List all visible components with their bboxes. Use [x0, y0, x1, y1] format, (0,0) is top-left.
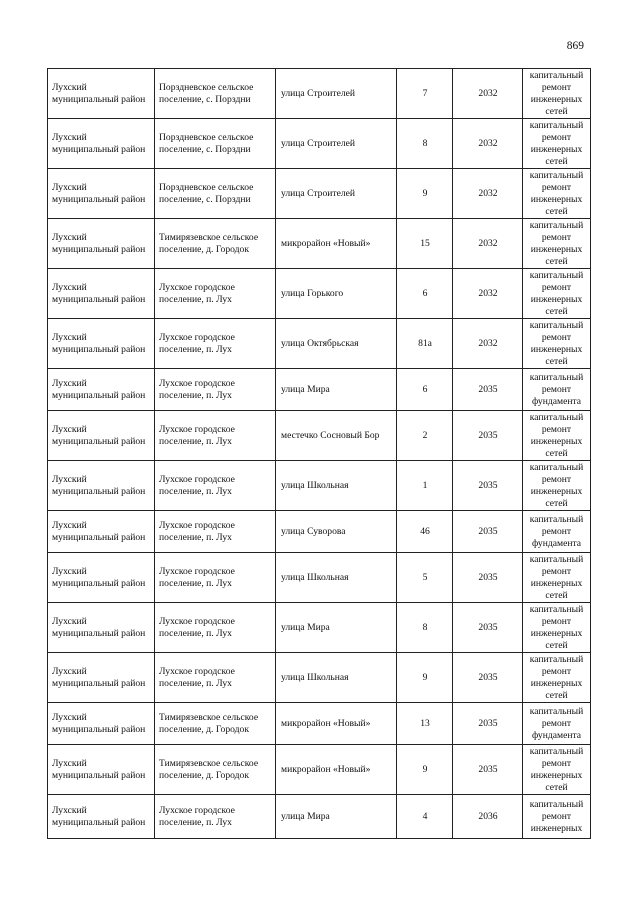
house-number-cell: 6	[397, 269, 453, 319]
street-cell: улица Школьная	[276, 653, 397, 703]
table-row	[48, 219, 591, 269]
house-number-cell: 9	[397, 653, 453, 703]
settlement-cell: Тимирязевское сельское поселение, д. Городок	[155, 219, 276, 269]
repair-year-cell: 2035	[453, 653, 523, 703]
work-type-cell: капитальный ремонт фундамента	[523, 703, 591, 745]
house-number-cell: 9	[397, 169, 453, 219]
table-row	[48, 119, 591, 169]
street-cell: улица Мира	[276, 603, 397, 653]
district-cell: Лухский муниципальный район	[48, 553, 155, 603]
house-number-cell: 5	[397, 553, 453, 603]
settlement-cell: Лухское городское поселение, п. Лух	[155, 553, 276, 603]
house-number-cell: 81а	[397, 319, 453, 369]
settlement-cell: Лухское городское поселение, п. Лух	[155, 795, 276, 839]
street-cell: улица Строителей	[276, 69, 397, 119]
house-number-cell: 46	[397, 511, 453, 553]
work-type-cell: капитальный ремонт инженерных сетей	[523, 269, 591, 319]
housing-repair-table	[47, 68, 591, 839]
settlement-cell: Порздневское сельское поселение, с. Порздни	[155, 169, 276, 219]
settlement-cell: Лухское городское поселение, п. Лух	[155, 653, 276, 703]
repair-year-cell: 2035	[453, 511, 523, 553]
table-row	[48, 553, 591, 603]
table-row	[48, 653, 591, 703]
district-cell: Лухский муниципальный район	[48, 369, 155, 411]
table-row	[48, 603, 591, 653]
street-cell: улица Горького	[276, 269, 397, 319]
district-cell: Лухский муниципальный район	[48, 319, 155, 369]
work-type-cell: капитальный ремонт инженерных сетей	[523, 653, 591, 703]
street-cell: улица Октябрьская	[276, 319, 397, 369]
work-type-cell: капитальный ремонт инженерных сетей	[523, 219, 591, 269]
work-type-cell: капитальный ремонт инженерных сетей	[523, 169, 591, 219]
table-row	[48, 411, 591, 461]
repair-year-cell: 2035	[453, 553, 523, 603]
repair-year-cell: 2032	[453, 169, 523, 219]
repair-year-cell: 2035	[453, 603, 523, 653]
district-cell: Лухский муниципальный район	[48, 745, 155, 795]
house-number-cell: 7	[397, 69, 453, 119]
street-cell: местечко Сосновый Бор	[276, 411, 397, 461]
work-type-cell: капитальный ремонт инженерных сетей	[523, 69, 591, 119]
street-cell: улица Суворова	[276, 511, 397, 553]
repair-year-cell: 2036	[453, 795, 523, 839]
repair-year-cell: 2035	[453, 703, 523, 745]
settlement-cell: Тимирязевское сельское поселение, д. Городок	[155, 703, 276, 745]
street-cell: улица Школьная	[276, 461, 397, 511]
table-row	[48, 461, 591, 511]
settlement-cell: Тимирязевское сельское поселение, д. Городок	[155, 745, 276, 795]
house-number-cell: 15	[397, 219, 453, 269]
house-number-cell: 6	[397, 369, 453, 411]
settlement-cell: Лухское городское поселение, п. Лух	[155, 461, 276, 511]
table-row	[48, 169, 591, 219]
district-cell: Лухский муниципальный район	[48, 511, 155, 553]
street-cell: микрорайон «Новый»	[276, 703, 397, 745]
table-row	[48, 69, 591, 119]
district-cell: Лухский муниципальный район	[48, 219, 155, 269]
table-row	[48, 511, 591, 553]
table-row	[48, 703, 591, 745]
work-type-cell: капитальный ремонт инженерных сетей	[523, 119, 591, 169]
house-number-cell: 13	[397, 703, 453, 745]
work-type-cell: капитальный ремонт инженерных сетей	[523, 411, 591, 461]
work-type-cell: капитальный ремонт инженерных сетей	[523, 553, 591, 603]
work-type-cell: капитальный ремонт инженерных сетей	[523, 745, 591, 795]
house-number-cell: 2	[397, 411, 453, 461]
district-cell: Лухский муниципальный район	[48, 461, 155, 511]
district-cell: Лухский муниципальный район	[48, 169, 155, 219]
settlement-cell: Лухское городское поселение, п. Лух	[155, 411, 276, 461]
work-type-cell: капитальный ремонт инженерных сетей	[523, 319, 591, 369]
street-cell: улица Школьная	[276, 553, 397, 603]
house-number-cell: 8	[397, 119, 453, 169]
work-type-cell: капитальный ремонт фундамента	[523, 511, 591, 553]
district-cell: Лухский муниципальный район	[48, 411, 155, 461]
settlement-cell: Порздневское сельское поселение, с. Порздни	[155, 69, 276, 119]
repair-year-cell: 2035	[453, 461, 523, 511]
district-cell: Лухский муниципальный район	[48, 269, 155, 319]
repair-year-cell: 2035	[453, 411, 523, 461]
repair-year-cell: 2032	[453, 69, 523, 119]
district-cell: Лухский муниципальный район	[48, 603, 155, 653]
work-type-cell: капитальный ремонт инженерных сетей	[523, 603, 591, 653]
settlement-cell: Лухское городское поселение, п. Лух	[155, 603, 276, 653]
settlement-cell: Лухское городское поселение, п. Лух	[155, 269, 276, 319]
repair-year-cell: 2035	[453, 745, 523, 795]
district-cell: Лухский муниципальный район	[48, 703, 155, 745]
district-cell: Лухский муниципальный район	[48, 795, 155, 839]
street-cell: микрорайон «Новый»	[276, 219, 397, 269]
settlement-cell: Порздневское сельское поселение, с. Порздни	[155, 119, 276, 169]
work-type-cell: капитальный ремонт фундамента	[523, 369, 591, 411]
district-cell: Лухский муниципальный район	[48, 653, 155, 703]
district-cell: Лухский муниципальный район	[48, 69, 155, 119]
street-cell: микрорайон «Новый»	[276, 745, 397, 795]
repair-year-cell: 2032	[453, 119, 523, 169]
house-number-cell: 9	[397, 745, 453, 795]
repair-year-cell: 2032	[453, 219, 523, 269]
settlement-cell: Лухское городское поселение, п. Лух	[155, 511, 276, 553]
repair-year-cell: 2032	[453, 269, 523, 319]
page-number: 869	[566, 40, 584, 52]
work-type-cell: капитальный ремонт инженерных сетей	[523, 461, 591, 511]
street-cell: улица Мира	[276, 369, 397, 411]
repair-year-cell: 2032	[453, 319, 523, 369]
house-number-cell: 4	[397, 795, 453, 839]
work-type-cell: капитальный ремонт инженерных	[523, 795, 591, 839]
district-cell: Лухский муниципальный район	[48, 119, 155, 169]
table-row	[48, 745, 591, 795]
table-body	[48, 69, 591, 839]
house-number-cell: 8	[397, 603, 453, 653]
street-cell: улица Строителей	[276, 119, 397, 169]
table-row	[48, 269, 591, 319]
table-row	[48, 369, 591, 411]
table-row	[48, 795, 591, 839]
street-cell: улица Строителей	[276, 169, 397, 219]
settlement-cell: Лухское городское поселение, п. Лух	[155, 369, 276, 411]
house-number-cell: 1	[397, 461, 453, 511]
table-row	[48, 319, 591, 369]
settlement-cell: Лухское городское поселение, п. Лух	[155, 319, 276, 369]
street-cell: улица Мира	[276, 795, 397, 839]
repair-year-cell: 2035	[453, 369, 523, 411]
